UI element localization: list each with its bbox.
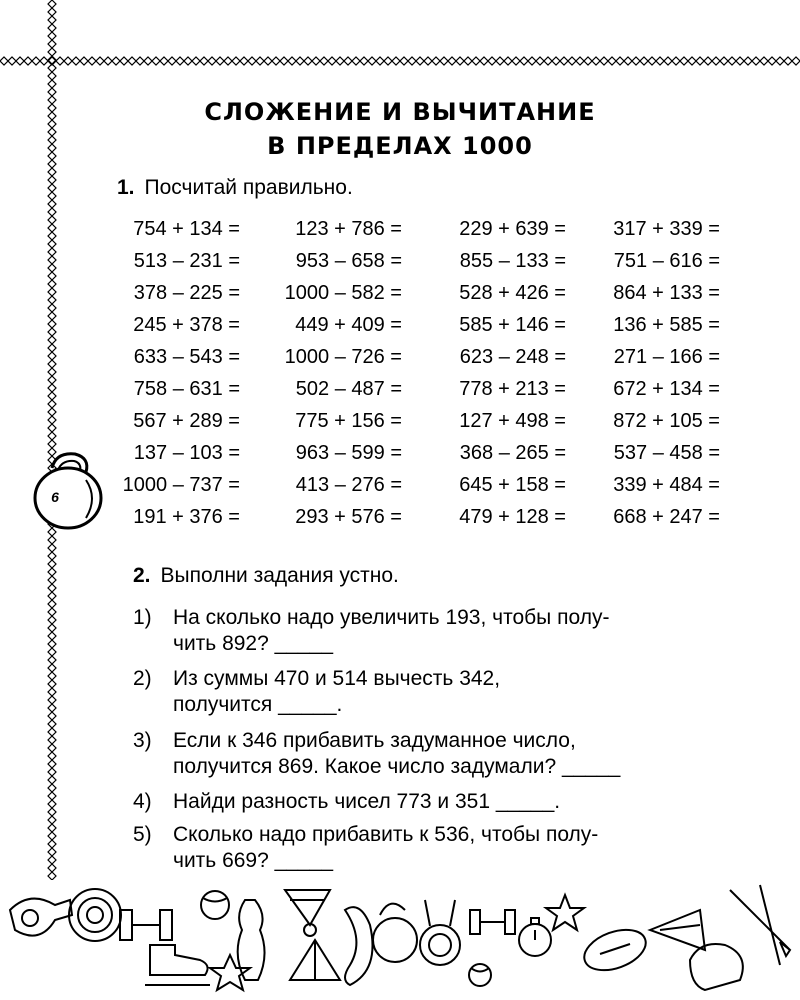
exercise-item: 623 – 248 =: [459, 346, 566, 368]
medal-icon: [420, 900, 460, 965]
question-2-line-1: Из суммы 470 и 514 вычесть 342,: [173, 667, 501, 690]
exercise-item: 633 – 543 =: [133, 346, 240, 368]
question-1-number: 1): [133, 606, 152, 629]
exercise-item: 1000 – 737 =: [122, 474, 240, 496]
exercise-row: [0, 218, 800, 250]
exercise-item: 754 + 134 =: [133, 218, 240, 240]
exercise-item: 668 + 247 =: [613, 506, 720, 528]
exercise-item: 413 – 276 =: [295, 474, 402, 496]
arrows-icon: [730, 885, 790, 965]
page-number: 6: [51, 489, 59, 505]
decorative-top-border: [0, 54, 800, 68]
star-2-icon: [546, 895, 584, 930]
exercise-item: 672 + 134 =: [613, 378, 720, 400]
whistle-icon: [10, 899, 72, 936]
skate-icon: [145, 945, 210, 985]
task-1-instruction: Посчитай правильно.: [144, 176, 353, 199]
exercise-item: 775 + 156 =: [295, 410, 402, 432]
question-4-number: 4): [133, 790, 152, 813]
stopwatch-icon: [519, 918, 551, 956]
exercise-item: 293 + 576 =: [295, 506, 402, 528]
exercise-item: 449 + 409 =: [295, 314, 402, 336]
exercise-row: [0, 506, 800, 538]
exercise-item: 479 + 128 =: [459, 506, 566, 528]
exercise-item: 567 + 289 =: [133, 410, 240, 432]
football-icon: [579, 922, 651, 978]
question-1-line-1: На сколько надо увеличить 193, чтобы полу-: [173, 606, 610, 629]
question-2-number: 2): [133, 667, 152, 690]
exercise-item: 513 – 231 =: [133, 250, 240, 272]
task-2-instruction: Выполни задания устно.: [160, 564, 399, 587]
dumbbell-icon: [120, 910, 172, 940]
exercise-row: [0, 474, 800, 506]
question-4-line-1: Найди разность чисел 773 и 351 _____.: [173, 790, 561, 813]
exercise-item: 778 + 213 =: [459, 378, 566, 400]
exercise-item: 585 + 146 =: [459, 314, 566, 336]
tennis-ball-icon: [469, 964, 491, 986]
question-5-line-1: Сколько надо прибавить к 536, чтобы полу-: [173, 823, 599, 846]
pyramid-icon: [290, 940, 340, 980]
exercise-row: [0, 314, 800, 346]
question-3-number: 3): [133, 729, 152, 752]
exercise-row: [0, 378, 800, 410]
exercise-item: 502 – 487 =: [295, 378, 402, 400]
sports-equipment-doodles: [0, 870, 800, 1000]
task-2-heading: [133, 564, 399, 588]
exercise-row: [0, 250, 800, 282]
exercise-item: 953 – 658 =: [295, 250, 402, 272]
dumbbell-2-icon: [470, 910, 515, 934]
exercise-item: 123 + 786 =: [295, 218, 402, 240]
shuttlecock-2-icon: [650, 910, 705, 950]
question-1-line-2: чить 892? _____: [173, 632, 334, 655]
task-1-heading: [117, 176, 353, 200]
exercise-item: 758 – 631 =: [133, 378, 240, 400]
exercise-item: 137 – 103 =: [133, 442, 240, 464]
target-icon: [69, 889, 121, 941]
exercise-item: 191 + 376 =: [133, 506, 240, 528]
exercise-row: [0, 410, 800, 442]
boxing-glove-icon: [690, 944, 743, 990]
kettlebell-doodle-icon: [373, 904, 417, 962]
exercise-item: 1000 – 726 =: [284, 346, 402, 368]
exercise-item: 271 – 166 =: [613, 346, 720, 368]
exercise-row: [0, 346, 800, 378]
exercise-row: [0, 282, 800, 314]
exercise-item: 864 + 133 =: [613, 282, 720, 304]
exercise-item: 963 – 599 =: [295, 442, 402, 464]
exercise-item: 872 + 105 =: [613, 410, 720, 432]
exercise-item: 368 – 265 =: [459, 442, 566, 464]
exercise-item: 378 – 225 =: [133, 282, 240, 304]
question-3-line-1: Если к 346 прибавить задуманное число,: [173, 729, 576, 752]
exercise-item: 339 + 484 =: [613, 474, 720, 496]
boomerang-icon: [345, 907, 373, 985]
exercise-item: 136 + 585 =: [613, 314, 720, 336]
question-5-number: 5): [133, 823, 152, 846]
question-2-line-2: получится _____.: [173, 693, 343, 716]
exercise-item: 645 + 158 =: [459, 474, 566, 496]
exercise-item: 528 + 426 =: [459, 282, 566, 304]
page-title-line-2: В ПРЕДЕЛАХ 1000: [267, 132, 533, 160]
exercise-item: 127 + 498 =: [459, 410, 566, 432]
question-3-line-2: получится 869. Какое число задумали? _____: [173, 755, 621, 778]
exercise-item: 245 + 378 =: [133, 314, 240, 336]
exercise-item: 1000 – 582 =: [284, 282, 402, 304]
exercise-item: 317 + 339 =: [613, 218, 720, 240]
exercise-item: 751 – 616 =: [613, 250, 720, 272]
shuttlecock-icon: [285, 890, 330, 936]
exercise-item: 537 – 458 =: [613, 442, 720, 464]
question-5-line-2: чить 669? _____: [173, 849, 334, 872]
star-icon: [210, 955, 250, 990]
exercise-item: 855 – 133 =: [459, 250, 566, 272]
task-2-number: 2.: [133, 564, 151, 587]
exercise-row: [0, 442, 800, 474]
exercise-item: 229 + 639 =: [459, 218, 566, 240]
task-1-number: 1.: [117, 176, 135, 199]
page-title-line-1: СЛОЖЕНИЕ И ВЫЧИТАНИЕ: [204, 98, 596, 126]
ball-icon: [201, 891, 229, 919]
